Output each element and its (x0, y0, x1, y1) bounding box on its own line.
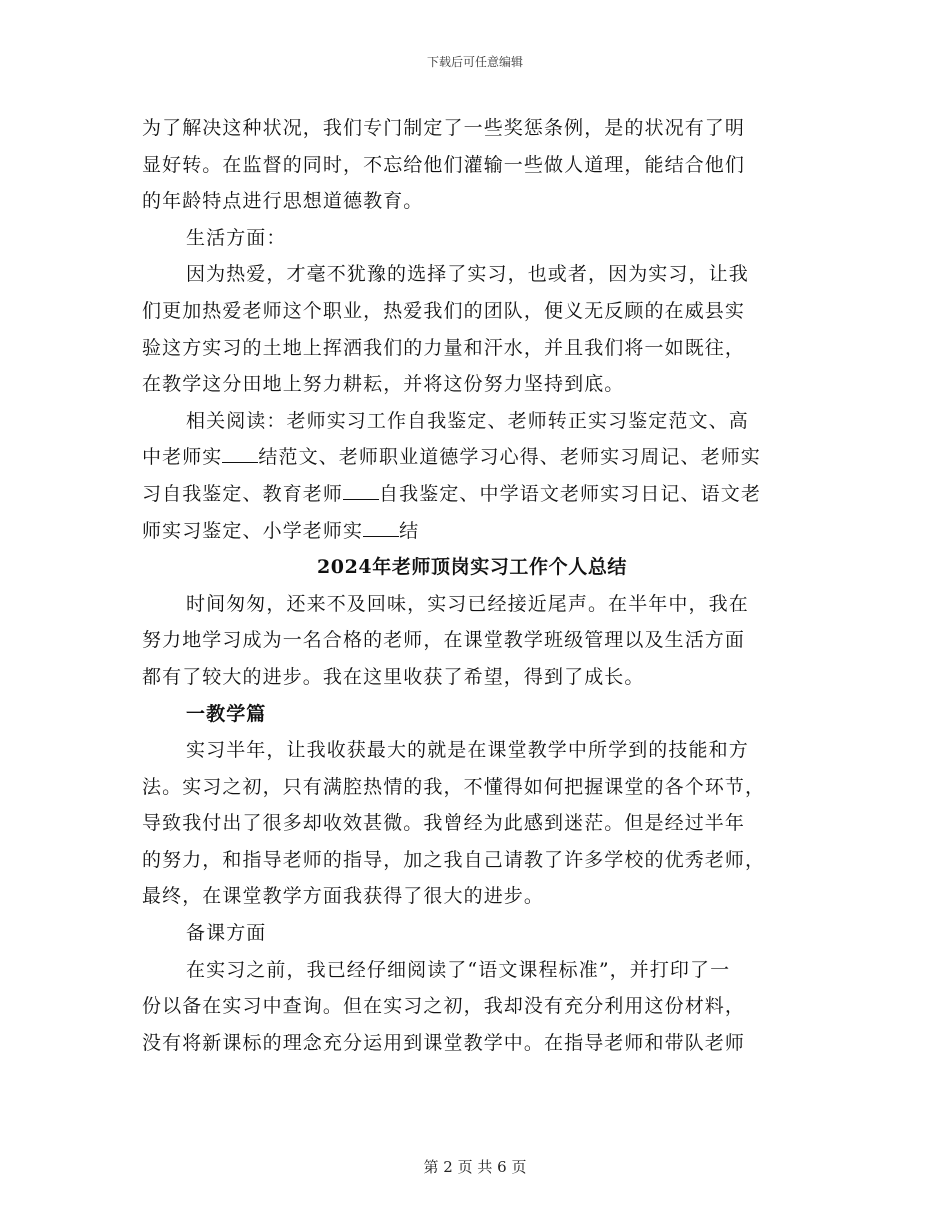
blank-underline (363, 518, 399, 537)
paragraph-line: 都有了较大的进步。我在这里收获了希望，得到了成长。 (142, 665, 645, 688)
related-reading-line (142, 476, 802, 513)
section-heading-life: 生活方面： (186, 226, 287, 249)
document-body (142, 110, 802, 1061)
related-text: 中老师实 (142, 446, 223, 469)
related-reading-line (142, 513, 802, 550)
paragraph-line: 没有将新课标的理念充分运用到课堂教学中。在指导老师和带队老师 (142, 1031, 746, 1054)
paragraph-line: 在教学这分田地上努力耕耘，并将这份努力坚持到底。 (142, 373, 625, 396)
paragraph-line: 因为热爱，才毫不犹豫的选择了实习，也或者，因为实习，让我 (186, 263, 749, 286)
paragraph-line: 法。实习之初，只有满腔热情的我，不懂得如何把握课堂的各个环节， (142, 775, 766, 798)
paragraph-line: 们更加热爱老师这个职业，热爱我们的团队，便义无反顾的在威县实 (142, 299, 746, 322)
blank-underline (343, 481, 379, 500)
paragraph-line: 时间匆匆，还来不及回味，实习已经接近尾声。在半年中，我在 (186, 592, 749, 615)
related-text: 师实习鉴定、小学老师实 (142, 519, 364, 542)
paragraph-line: 显好转。在监督的同时，不忘给他们灌输一些做人道理，能结合他们 (142, 153, 746, 176)
related-text: 结 (399, 519, 420, 542)
paragraph-line: 验这方实习的土地上挥洒我们的力量和汗水，并且我们将一如既往， (142, 336, 746, 359)
paragraph-line: 的年龄特点进行思想道德教育。 (142, 190, 424, 213)
page-number-footer: 第 2 页 共 6 页 (423, 1158, 527, 1176)
related-text: 习自我鉴定、教育老师 (142, 482, 344, 505)
paragraph-line: 实习半年，让我收获最大的就是在课堂教学中所学到的技能和方 (186, 739, 749, 762)
paragraph-line: 最终，在课堂教学方面我获得了很大的进步。 (142, 885, 545, 908)
article-title: 2024年老师顶岗实习工作个人总结 (316, 556, 628, 579)
related-text: 结范文、老师职业道德学习心得、老师实习周记、老师实 (258, 446, 761, 469)
related-text: 自我鉴定、中学语文老师实习日记、语文老 (379, 482, 761, 505)
related-reading-line (142, 439, 802, 476)
paragraph-line: 在实习之前，我已经仔细阅读了“语文课程标准”，并打印了一 (186, 958, 731, 981)
paragraph-line: 为了解决这种状况，我们专门制定了一些奖惩条例，是的状况有了明 (142, 117, 746, 139)
blank-underline (222, 444, 258, 463)
paragraph-line: 导致我付出了很多却收效甚微。我曾经为此感到迷茫。但是经过半年 (142, 812, 746, 835)
paragraph-line: 份以备在实习中查询。但在实习之初，我却没有充分利用这份材料， (142, 995, 746, 1018)
section-heading-prep: 备课方面 (186, 922, 267, 945)
paragraph-line: 的努力，和指导老师的指导，加之我自己请教了许多学校的优秀老师， (142, 848, 766, 871)
page-header-note: 下载后可任意编辑 (426, 55, 523, 69)
paragraph-line: 努力地学习成为一名合格的老师，在课堂教学班级管理以及生活方面 (142, 629, 746, 652)
related-reading-line: 相关阅读：老师实习工作自我鉴定、老师转正实习鉴定范文、高 (186, 409, 749, 432)
section-heading-teaching: 一教学篇 (186, 702, 267, 725)
